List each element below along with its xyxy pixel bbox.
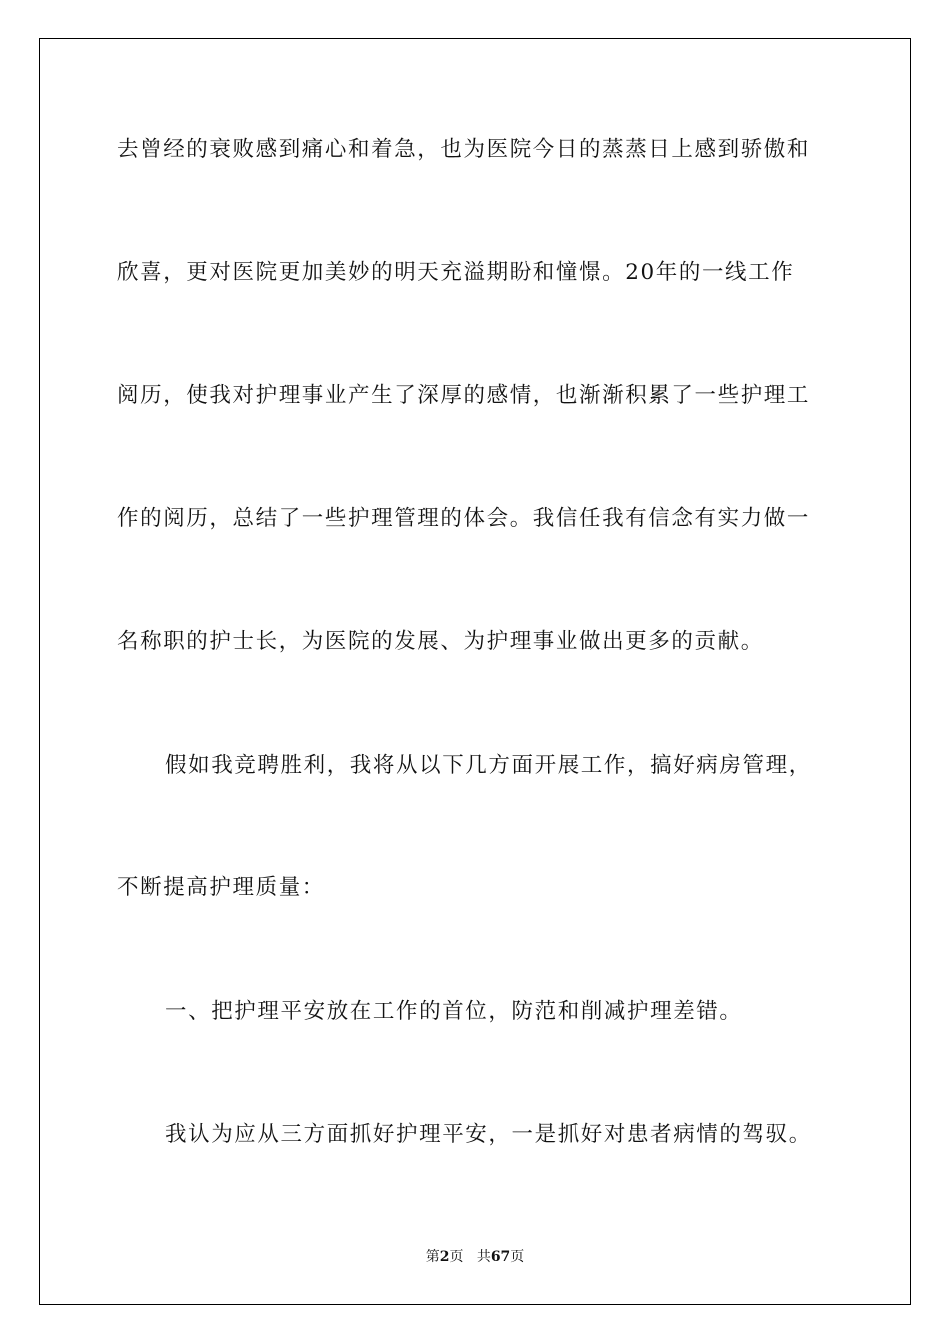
body-text-line-1: 去曾经的衰败感到痛心和着急，也为医院今日的蒸蒸日上感到骄傲和 [117, 137, 811, 162]
paragraph-text-line-2: 不断提高护理质量： [117, 875, 325, 900]
body-text-line-2: 欣喜，更对医院更加美妙的明天充溢期盼和憧憬。20年的一线工作 [117, 260, 795, 285]
footer-page-number: 2 [439, 1249, 450, 1265]
footer-total-prefix: 共 [476, 1249, 491, 1265]
section-heading: 一、把护理平安放在工作的首位，防范和削减护理差错。 [165, 999, 743, 1024]
body-text-line-3: 阅历，使我对护理事业产生了深厚的感情，也渐渐积累了一些护理工 [117, 383, 811, 408]
footer-total-suffix: 页 [510, 1249, 525, 1265]
footer-total-number: 67 [490, 1249, 511, 1265]
body-text-line-5: 名称职的护士长，为医院的发展、为护理事业做出更多的贡献。 [117, 629, 764, 654]
page-footer [0, 1246, 950, 1266]
footer-page-prefix: 第 [425, 1249, 440, 1265]
paragraph-text-line-1: 假如我竞聘胜利，我将从以下几方面开展工作，搞好病房管理， [165, 753, 812, 778]
page-border [39, 38, 911, 1305]
body-text-line-4: 作的阅历，总结了一些护理管理的体会。我信任我有信念有实力做一 [117, 506, 811, 531]
paragraph-text-line-3: 我认为应从三方面抓好护理平安，一是抓好对患者病情的驾驭。 [165, 1122, 812, 1147]
footer-page-suffix: 页 [449, 1249, 464, 1265]
